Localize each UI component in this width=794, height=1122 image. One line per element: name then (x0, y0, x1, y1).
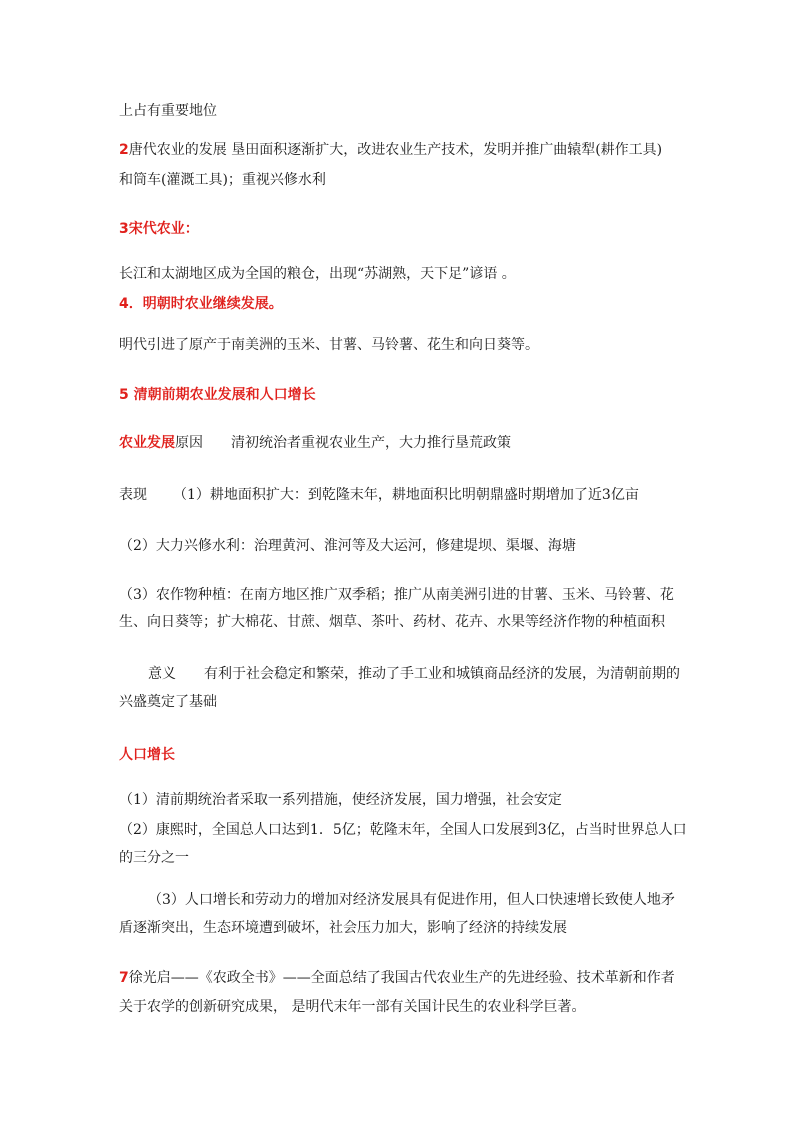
section-heading: 3宋代农业： (119, 221, 199, 237)
text-line (119, 140, 662, 160)
text-line (148, 664, 680, 684)
subsection-label: 农业发展 (119, 435, 175, 451)
line-label: 表现 (119, 487, 147, 503)
text-line: 盾逐渐突出，生态环境遭到破坏，社会压力加大，影响了经济的持续发展 (119, 920, 567, 936)
text-line: （2）康熙时，全国总人口达到1．5亿；乾隆末年，全国人口发展到3亿，占当时世界总人口 (119, 822, 687, 838)
line-text: 唐代农业的发展 垦田面积逐渐扩大，改进农业生产技术，发明并推广曲辕犁(耕作工具) (128, 142, 663, 158)
text-line: 明代引进了原产于南美洲的玉米、甘薯、马铃薯、花生和向日葵等。 (119, 337, 539, 353)
item-number: 7 (119, 970, 129, 986)
text-line: 关于农学的创新研究成果， 是明代末年一部有关国计民生的农业科学巨著。 (119, 999, 586, 1015)
line-label: 原因 (175, 435, 203, 451)
line-text: 有利于社会稳定和繁荣，推动了手工业和城镇商品经济的发展，为清朝前期的 (204, 666, 680, 682)
text-line: （3）农作物种植：在南方地区推广双季稻；推广从南美洲引进的甘薯、玉米、马铃薯、花 (119, 587, 674, 603)
text-line: 的三分之一 (119, 850, 189, 866)
text-line (119, 433, 511, 453)
line-text: 清初统治者重视农业生产，大力推行垦荒政策 (231, 435, 511, 451)
text-line: 长江和太湖地区成为全国的粮仓，出现“苏湖熟，天下足”谚语 。 (119, 266, 516, 282)
section-heading: 4．明朝时农业继续发展。 (119, 296, 283, 312)
line-text: 徐光启——《农政全书》——全面总结了我国古代农业生产的先进经验、技术革新和作者 (128, 970, 675, 986)
line-text: （1）耕地面积扩大：到乾隆末年，耕地面积比明朝鼎盛时期增加了近3亿亩 (173, 487, 639, 503)
text-line (119, 485, 639, 505)
text-line: 上占有重要地位 (119, 103, 217, 119)
text-line: 和筒车(灌溉工具)；重视兴修水利 (119, 172, 326, 188)
line-label: 意义 (148, 666, 176, 682)
text-line: （2）大力兴修水利：治理黄河、淮河等及大运河，修建堤坝、渠堰、海塘 (119, 538, 576, 554)
item-number: 2 (119, 142, 129, 158)
section-heading: 人口增长 (119, 747, 175, 763)
text-line (119, 968, 675, 988)
text-line: （1）清前期统治者采取一系列措施，使经济发展，国力增强，社会安定 (119, 792, 562, 808)
section-heading: 5 清朝前期农业发展和人口增长 (119, 387, 316, 403)
text-line: 生、向日葵等；扩大棉花、甘蔗、烟草、茶叶、药材、花卉、水果等经济作物的种植面积 (119, 614, 665, 630)
text-line: 兴盛奠定了基础 (119, 694, 217, 710)
text-line: （3）人口增长和劳动力的增加对经济发展具有促进作用，但人口快速增长致使人地矛 (148, 892, 675, 908)
